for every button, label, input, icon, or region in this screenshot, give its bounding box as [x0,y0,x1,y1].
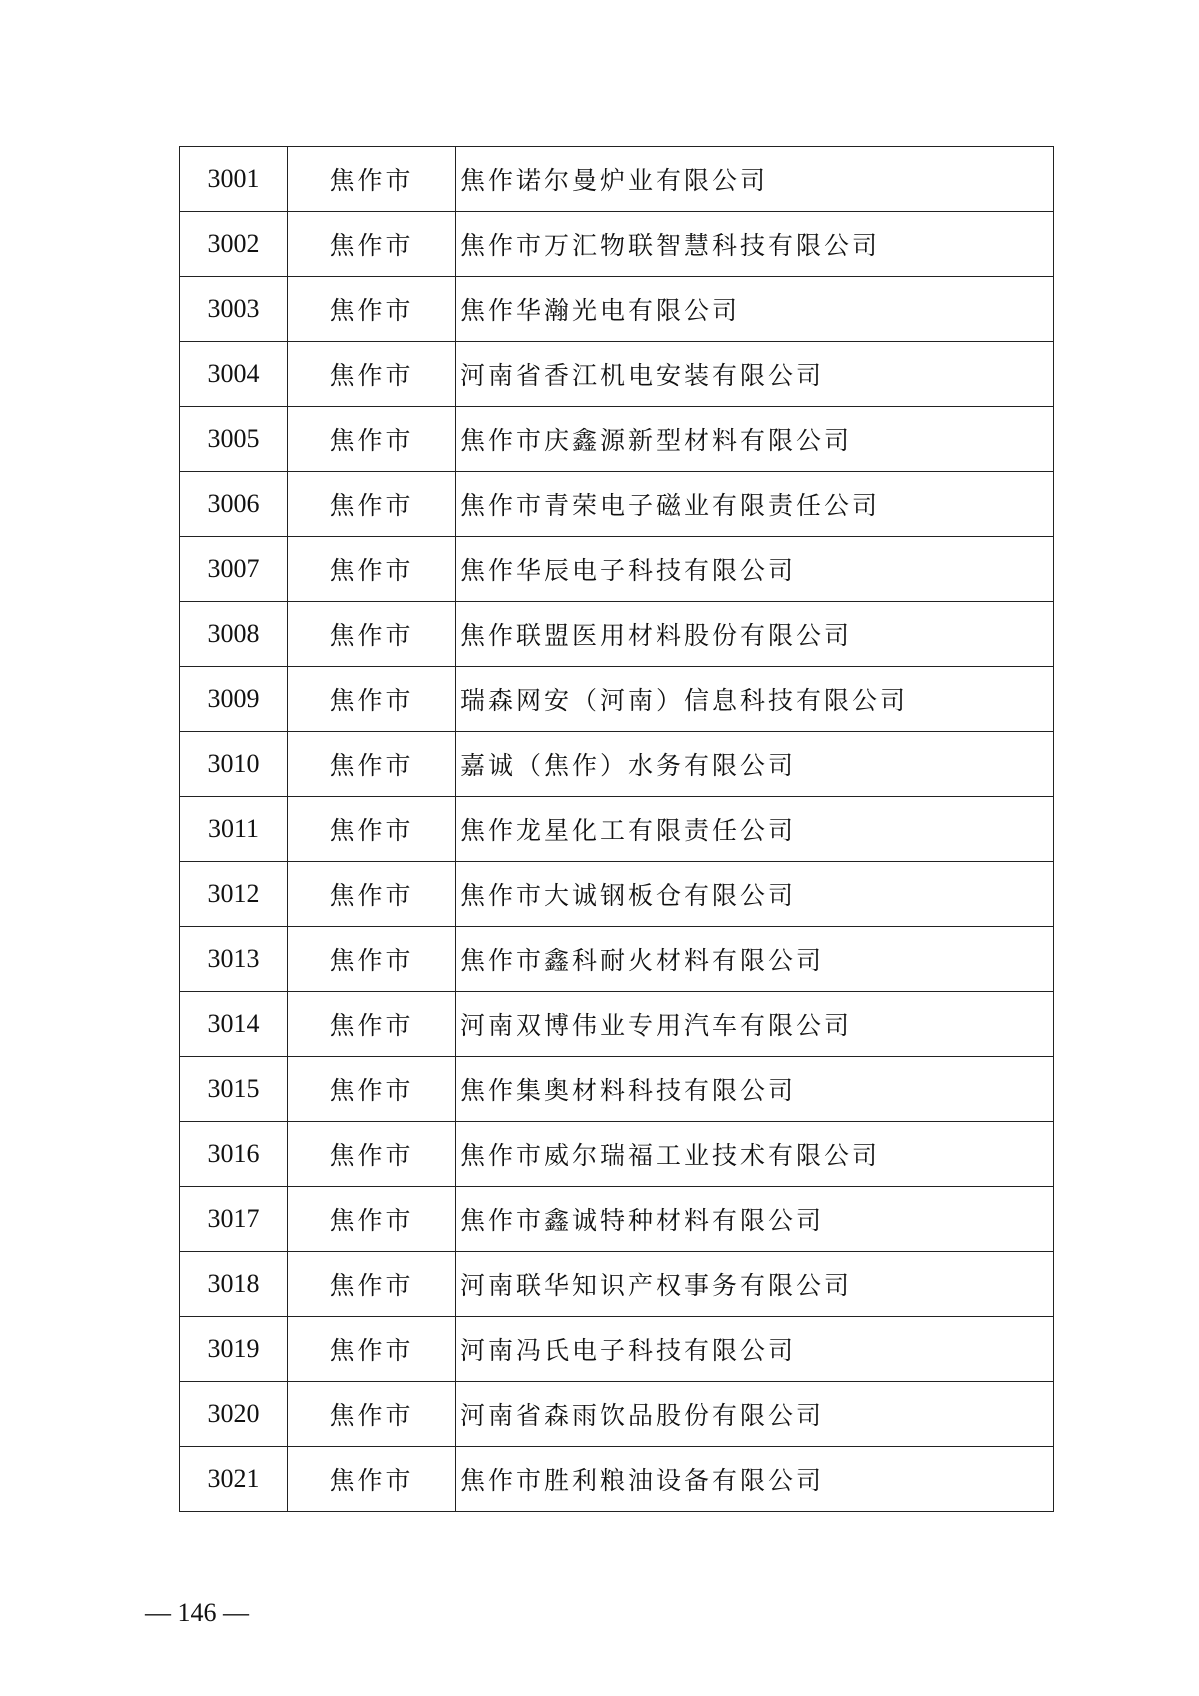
company-name-cell: 瑞森网安（河南）信息科技有限公司 [456,667,1054,732]
row-number: 3013 [180,927,288,992]
table-row [180,1447,1054,1512]
company-name-cell: 焦作龙星化工有限责任公司 [456,797,1054,862]
table-row [180,602,1054,667]
city-cell: 焦作市 [288,342,456,407]
row-number: 3015 [180,1057,288,1122]
table-row [180,537,1054,602]
table-row [180,797,1054,862]
city-cell: 焦作市 [288,1057,456,1122]
city-cell: 焦作市 [288,1382,456,1447]
table-row [180,407,1054,472]
table-row [180,732,1054,797]
row-number: 3004 [180,342,288,407]
row-number: 3005 [180,407,288,472]
table-row [180,1382,1054,1447]
table-row [180,342,1054,407]
row-number: 3006 [180,472,288,537]
row-number: 3016 [180,1122,288,1187]
city-cell: 焦作市 [288,1317,456,1382]
row-number: 3012 [180,862,288,927]
company-name-cell: 焦作诺尔曼炉业有限公司 [456,147,1054,212]
row-number: 3008 [180,602,288,667]
company-name-cell: 焦作市鑫诚特种材料有限公司 [456,1187,1054,1252]
company-name-cell: 河南冯氏电子科技有限公司 [456,1317,1054,1382]
table-row [180,1122,1054,1187]
table-row [180,1252,1054,1317]
city-cell: 焦作市 [288,147,456,212]
city-cell: 焦作市 [288,1187,456,1252]
company-name-cell: 河南省香江机电安装有限公司 [456,342,1054,407]
row-number: 3002 [180,212,288,277]
city-cell: 焦作市 [288,1122,456,1187]
city-cell: 焦作市 [288,732,456,797]
city-cell: 焦作市 [288,537,456,602]
row-number: 3021 [180,1447,288,1512]
city-cell: 焦作市 [288,862,456,927]
row-number: 3009 [180,667,288,732]
table-row [180,472,1054,537]
city-cell: 焦作市 [288,992,456,1057]
row-number: 3018 [180,1252,288,1317]
company-name-cell: 焦作市大诚钢板仓有限公司 [456,862,1054,927]
company-name-cell: 焦作市威尔瑞福工业技术有限公司 [456,1122,1054,1187]
row-number: 3010 [180,732,288,797]
company-name-cell: 焦作华辰电子科技有限公司 [456,537,1054,602]
table-row [180,277,1054,342]
company-name-cell: 焦作市胜利粮油设备有限公司 [456,1447,1054,1512]
city-cell: 焦作市 [288,927,456,992]
page-number: — 146 — [145,1598,249,1627]
city-cell: 焦作市 [288,1252,456,1317]
city-cell: 焦作市 [288,472,456,537]
city-cell: 焦作市 [288,602,456,667]
table-row [180,1057,1054,1122]
row-number: 3001 [180,147,288,212]
table-row [180,667,1054,732]
company-name-cell: 焦作市庆鑫源新型材料有限公司 [456,407,1054,472]
company-name-cell: 焦作集奥材料科技有限公司 [456,1057,1054,1122]
row-number: 3017 [180,1187,288,1252]
company-name-cell: 焦作联盟医用材料股份有限公司 [456,602,1054,667]
company-list-table [179,146,1054,1512]
city-cell: 焦作市 [288,407,456,472]
row-number: 3014 [180,992,288,1057]
company-list-body [180,147,1054,1512]
company-name-cell: 焦作市鑫科耐火材料有限公司 [456,927,1054,992]
city-cell: 焦作市 [288,277,456,342]
table-row [180,992,1054,1057]
table-row [180,1317,1054,1382]
row-number: 3003 [180,277,288,342]
city-cell: 焦作市 [288,212,456,277]
table-row [180,862,1054,927]
city-cell: 焦作市 [288,1447,456,1512]
company-name-cell: 河南双博伟业专用汽车有限公司 [456,992,1054,1057]
table-row [180,927,1054,992]
company-name-cell: 焦作市青荣电子磁业有限责任公司 [456,472,1054,537]
company-name-cell: 河南联华知识产权事务有限公司 [456,1252,1054,1317]
row-number: 3011 [180,797,288,862]
city-cell: 焦作市 [288,797,456,862]
row-number: 3020 [180,1382,288,1447]
company-name-cell: 焦作华瀚光电有限公司 [456,277,1054,342]
row-number: 3007 [180,537,288,602]
company-name-cell: 河南省森雨饮品股份有限公司 [456,1382,1054,1447]
table-row [180,212,1054,277]
row-number: 3019 [180,1317,288,1382]
city-cell: 焦作市 [288,667,456,732]
company-name-cell: 焦作市万汇物联智慧科技有限公司 [456,212,1054,277]
table-row [180,147,1054,212]
company-name-cell: 嘉诚（焦作）水务有限公司 [456,732,1054,797]
table-row [180,1187,1054,1252]
